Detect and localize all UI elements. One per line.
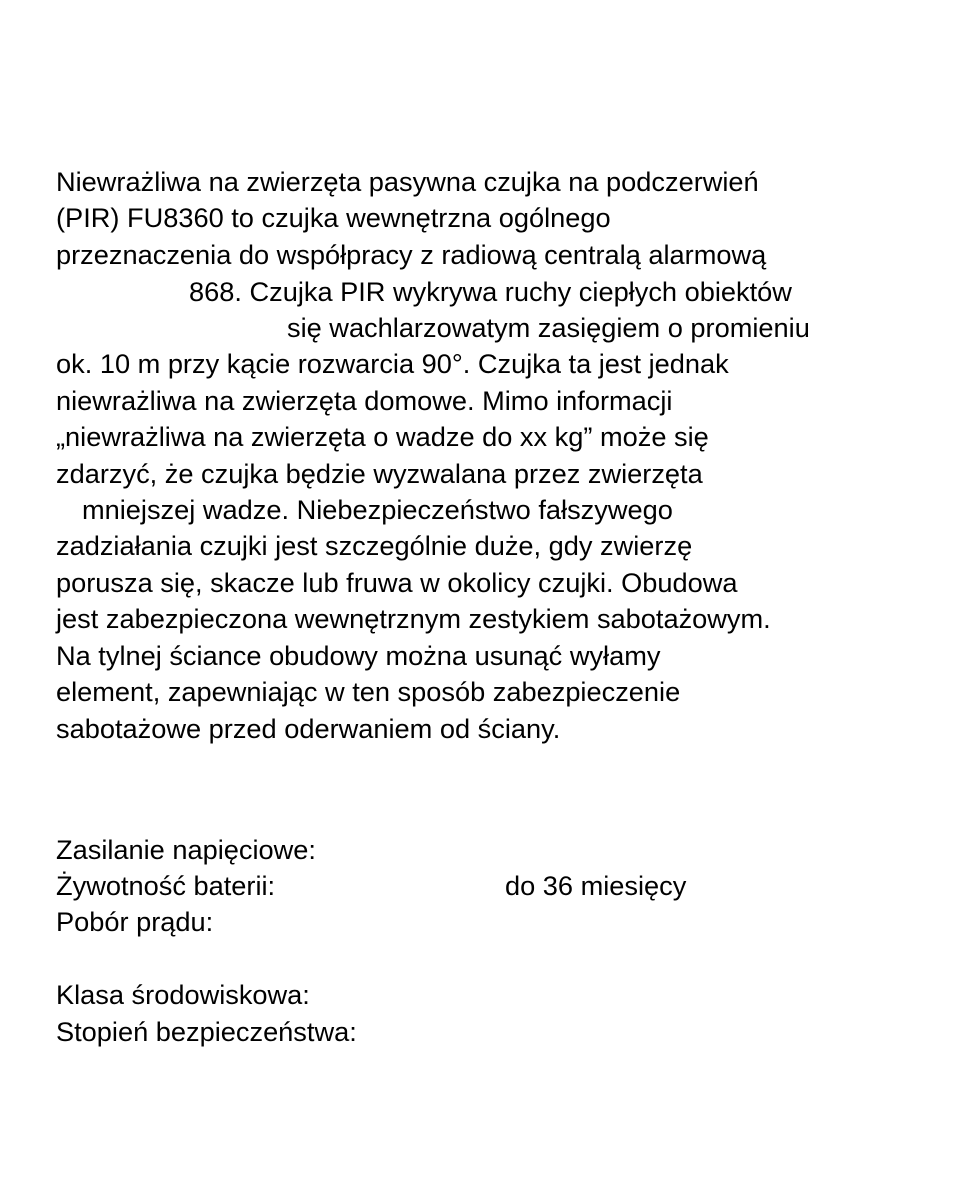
description-line: przeznaczenia do współpracy z radiową centralą alarmową <box>56 239 767 270</box>
description-line: ok. 10 m przy kącie rozwarcia 90°. Czujka ta jest jednak <box>56 348 729 379</box>
spec-label-security-grade: Stopień bezpieczeństwa: <box>56 1016 357 1047</box>
description-line: Niewrażliwa na zwierzęta pasywna czujka na podczerwień <box>56 166 759 197</box>
description-line: zadziałania czujki jest szczególnie duże, gdy zwierzę <box>56 530 693 561</box>
description-line: (PIR) FU8360 to czujka wewnętrzna ogólnego <box>56 202 611 233</box>
description-line: jest zabezpieczona wewnętrznym zestykiem sabotażowym. <box>56 603 771 634</box>
description-line: porusza się, skacze lub fruwa w okolicy czujki. Obudowa <box>56 567 738 598</box>
description-line: mniejszej wadze. Niebezpieczeństwo fałszywego <box>82 494 673 525</box>
spec-label-power-supply: Zasilanie napięciowe: <box>56 834 316 865</box>
description-line: Na tylnej ściance obudowy można usunąć wyłamy <box>56 640 661 671</box>
description-line: element, zapewniając w ten sposób zabezpieczenie <box>56 676 681 707</box>
spec-label-environment-class: Klasa środowiskowa: <box>56 979 310 1010</box>
spec-value-battery-life: do 36 miesięcy <box>505 870 687 901</box>
description-line: się wachlarzowatym zasięgiem o promieniu <box>287 312 810 343</box>
description-line: „niewrażliwa na zwierzęta o wadze do xx kg” może się <box>56 421 709 452</box>
spec-label-battery-life: Żywotność baterii: <box>56 870 276 901</box>
description-line: sabotażowe przed oderwaniem od ściany. <box>56 713 561 744</box>
description-line: 868. Czujka PIR wykrywa ruchy ciepłych obiektów <box>189 276 792 307</box>
description-line: zdarzyć, że czujka będzie wyzwalana przez zwierzęta <box>56 458 703 489</box>
description-line: niewrażliwa na zwierzęta domowe. Mimo informacji <box>56 385 673 416</box>
spec-label-current-draw: Pobór prądu: <box>56 906 214 937</box>
